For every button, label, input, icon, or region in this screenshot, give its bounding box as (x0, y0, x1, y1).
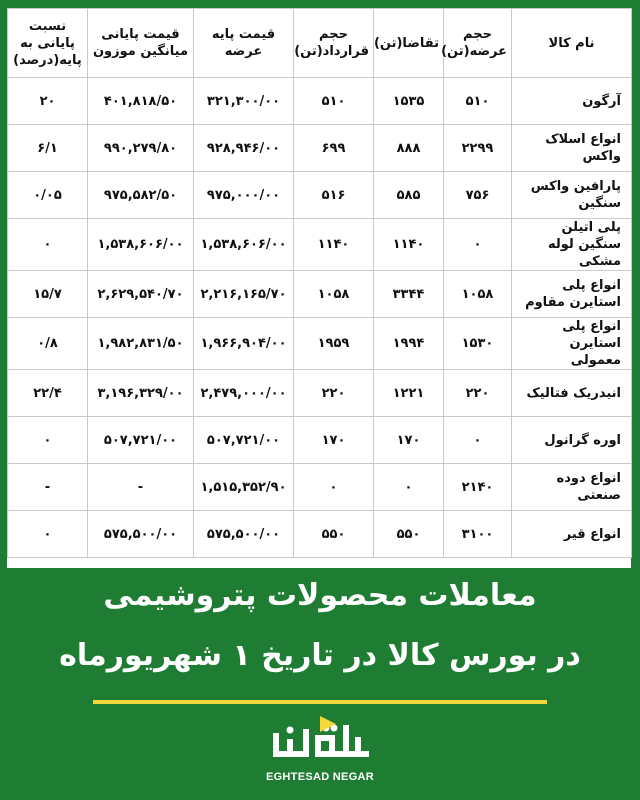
header-demand: تقاضا(تن) (374, 9, 444, 78)
cell-weighted-final-price: ۳,۱۹۶,۳۲۹/۰۰ (88, 370, 194, 417)
cell-product-name: انیدریک فتالیک (512, 370, 632, 417)
cell-demand: ۱۲۲۱ (374, 370, 444, 417)
cell-supply-volume: ۷۵۶ (444, 172, 512, 219)
cell-final-to-base-ratio: ۲۲/۴ (8, 370, 88, 417)
header-product-name: نام کالا (512, 9, 632, 78)
cell-base-price: ۳۲۱,۳۰۰/۰۰ (194, 78, 294, 125)
cell-base-price: ۵۷۵,۵۰۰/۰۰ (194, 511, 294, 558)
table-row (8, 219, 632, 271)
cell-final-to-base-ratio: - (8, 464, 88, 511)
cell-weighted-final-price: - (88, 464, 194, 511)
brand-logo (256, 716, 384, 792)
cell-supply-volume: ۱۰۵۸ (444, 271, 512, 318)
cell-supply-volume: ۲۲۹۹ (444, 125, 512, 172)
cell-base-price: ۲,۲۱۶,۱۶۵/۷۰ (194, 271, 294, 318)
cell-final-to-base-ratio: ۰ (8, 511, 88, 558)
header-weighted-final-price: قیمت پایانی میانگین موزون (88, 9, 194, 78)
cell-product-name: انواع دوده صنعتی (512, 464, 632, 511)
logo-mark (266, 716, 374, 768)
cell-demand: ۳۳۴۴ (374, 271, 444, 318)
headline-line-1: معاملات محصولات پتروشیمی (103, 578, 537, 613)
header-final-to-base-ratio: نسبت پایانی به پایه(درصد) (8, 9, 88, 78)
cell-final-to-base-ratio: ۲۰ (8, 78, 88, 125)
cell-supply-volume: ۱۵۳۰ (444, 318, 512, 370)
accent-divider (93, 700, 547, 704)
cell-weighted-final-price: ۹۷۵,۵۸۲/۵۰ (88, 172, 194, 219)
cell-contract-volume: ۱۰۵۸ (294, 271, 374, 318)
cell-supply-volume: ۰ (444, 219, 512, 271)
cell-base-price: ۵۰۷,۷۲۱/۰۰ (194, 417, 294, 464)
cell-demand: ۱۷۰ (374, 417, 444, 464)
table-header-row (8, 9, 632, 78)
table-row (8, 125, 632, 172)
cell-product-name: اوره گرانول (512, 417, 632, 464)
cell-contract-volume: ۲۲۰ (294, 370, 374, 417)
cell-contract-volume: ۱۱۴۰ (294, 219, 374, 271)
cell-base-price: ۱,۵۱۵,۳۵۲/۹۰ (194, 464, 294, 511)
cell-contract-volume: ۵۵۰ (294, 511, 374, 558)
cell-base-price: ۱,۵۳۸,۶۰۶/۰۰ (194, 219, 294, 271)
cell-weighted-final-price: ۱,۹۸۲,۸۳۱/۵۰ (88, 318, 194, 370)
cell-demand: ۸۸۸ (374, 125, 444, 172)
header-supply-volume: حجم عرضه(تن) (444, 9, 512, 78)
cell-weighted-final-price: ۴۰۱,۸۱۸/۵۰ (88, 78, 194, 125)
cell-product-name: پلی اتیلن سنگین لوله مشکی (512, 219, 632, 271)
cell-demand: ۱۹۹۴ (374, 318, 444, 370)
cell-product-name: انواع پلی استایرن معمولی (512, 318, 632, 370)
cell-weighted-final-price: ۹۹۰,۲۷۹/۸۰ (88, 125, 194, 172)
price-table-container (7, 8, 631, 568)
cell-base-price: ۱,۹۶۶,۹۰۴/۰۰ (194, 318, 294, 370)
headline-line-2: در بورس کالا در تاریخ ۱ شهریورماه (59, 638, 581, 673)
cell-contract-volume: ۵۱۶ (294, 172, 374, 219)
cell-weighted-final-price: ۵۰۷,۷۲۱/۰۰ (88, 417, 194, 464)
table-row (8, 318, 632, 370)
cell-product-name: انواع قیر (512, 511, 632, 558)
table-row (8, 271, 632, 318)
price-table (7, 8, 632, 558)
cell-weighted-final-price: ۲,۶۲۹,۵۴۰/۷۰ (88, 271, 194, 318)
cell-final-to-base-ratio: ۰ (8, 417, 88, 464)
cell-supply-volume: ۵۱۰ (444, 78, 512, 125)
cell-contract-volume: ۱۷۰ (294, 417, 374, 464)
cell-product-name: انواع اسلاک واکس (512, 125, 632, 172)
table-row (8, 78, 632, 125)
cell-supply-volume: ۲۲۰ (444, 370, 512, 417)
header-base-price: قیمت پایه عرضه (194, 9, 294, 78)
header-contract-volume: حجم قرارداد(تن) (294, 9, 374, 78)
cell-demand: ۱۵۳۵ (374, 78, 444, 125)
cell-supply-volume: ۰ (444, 417, 512, 464)
cell-contract-volume: ۵۱۰ (294, 78, 374, 125)
cell-final-to-base-ratio: ۰/۰۵ (8, 172, 88, 219)
table-row (8, 172, 632, 219)
cell-product-name: پارافین واکس سنگین (512, 172, 632, 219)
cell-final-to-base-ratio: ۰/۸ (8, 318, 88, 370)
cell-weighted-final-price: ۱,۵۳۸,۶۰۶/۰۰ (88, 219, 194, 271)
logo-caption: EGHTESAD NEGAR (265, 771, 375, 783)
table-row (8, 511, 632, 558)
table-row (8, 370, 632, 417)
cell-demand: ۰ (374, 464, 444, 511)
cell-supply-volume: ۲۱۴۰ (444, 464, 512, 511)
cell-base-price: ۹۷۵,۰۰۰/۰۰ (194, 172, 294, 219)
cell-demand: ۱۱۴۰ (374, 219, 444, 271)
cell-product-name: انواع پلی استایرن مقاوم (512, 271, 632, 318)
cell-final-to-base-ratio: ۰ (8, 219, 88, 271)
cell-demand: ۵۸۵ (374, 172, 444, 219)
cell-contract-volume: ۰ (294, 464, 374, 511)
cell-final-to-base-ratio: ۱۵/۷ (8, 271, 88, 318)
cell-weighted-final-price: ۵۷۵,۵۰۰/۰۰ (88, 511, 194, 558)
cell-product-name: آرگون (512, 78, 632, 125)
cell-contract-volume: ۱۹۵۹ (294, 318, 374, 370)
table-row (8, 464, 632, 511)
cell-supply-volume: ۳۱۰۰ (444, 511, 512, 558)
cell-base-price: ۲,۴۷۹,۰۰۰/۰۰ (194, 370, 294, 417)
cell-demand: ۵۵۰ (374, 511, 444, 558)
table-row (8, 417, 632, 464)
cell-final-to-base-ratio: ۶/۱ (8, 125, 88, 172)
cell-contract-volume: ۶۹۹ (294, 125, 374, 172)
cell-base-price: ۹۲۸,۹۴۶/۰۰ (194, 125, 294, 172)
